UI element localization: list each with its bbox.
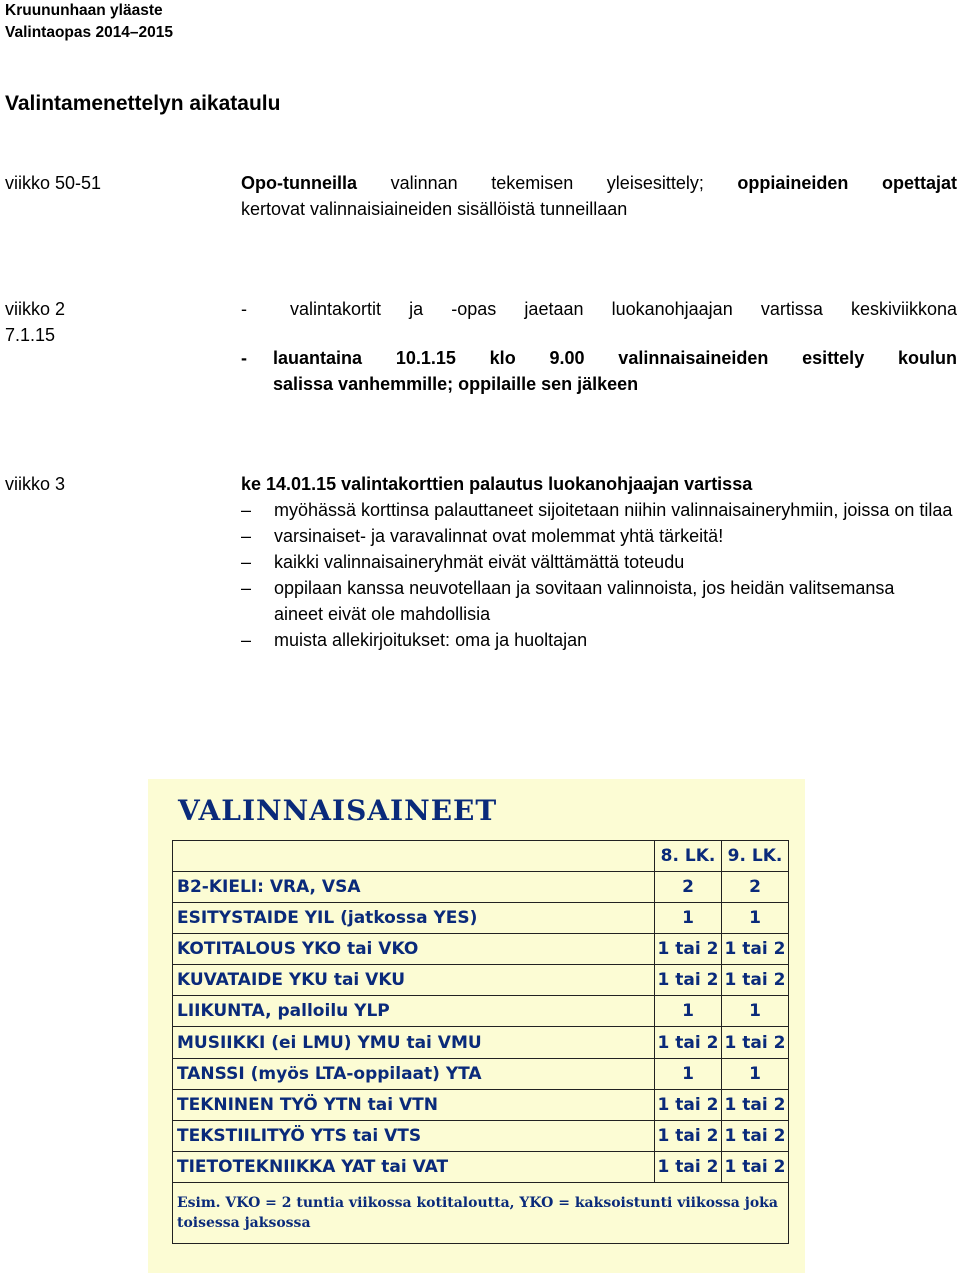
subject-name: KUVATAIDE YKU tai VKU — [173, 965, 655, 996]
week-2-date: 7.1.15 — [5, 325, 56, 345]
grade8-value: 1 tai 2 — [655, 1120, 722, 1151]
dash-marker: – — [241, 630, 252, 650]
week-2-label: viikko 2 — [5, 299, 66, 319]
table-row — [173, 996, 789, 1027]
table-header-row — [173, 841, 789, 872]
table-row — [173, 1058, 789, 1089]
table-note: Esim. VKO = 2 tuntia viikossa kotitaloutta, YKO = kaksoistunti viikossa joka toisessa jaksossa — [173, 1182, 789, 1243]
table-row — [173, 1089, 789, 1120]
grade8-value: 1 tai 2 — [655, 1151, 722, 1182]
page-title: Valintamenettelyn aikataulu — [5, 92, 281, 115]
subject-name: B2-KIELI: VRA, VSA — [173, 872, 655, 903]
week-2-item2 — [241, 345, 957, 397]
subject-name: ESITYSTAIDE YIL (jatkossa YES) — [173, 903, 655, 934]
grade9-value: 1 tai 2 — [722, 1120, 789, 1151]
week-3-bullet-text: muista allekirjoitukset: oma ja huoltajan — [274, 630, 588, 650]
subject-teachers: oppiaineiden opettajat — [737, 173, 958, 193]
grade9-value: 2 — [722, 872, 789, 903]
week-2-item1 — [241, 296, 957, 322]
week-50-51-text — [241, 170, 957, 222]
week-label-50-51: viikko 50-51 — [5, 173, 102, 193]
school-name: Kruununhaan yläaste — [5, 2, 163, 19]
dash-marker: - — [241, 348, 247, 368]
week-3-bullet — [241, 549, 957, 575]
grade8-value: 1 — [655, 903, 722, 934]
table-row — [173, 1151, 789, 1182]
col-header-8: 8. LK. — [655, 841, 722, 872]
grade8-value: 1 tai 2 — [655, 1027, 722, 1058]
grade9-value: 1 tai 2 — [722, 1027, 789, 1058]
guide-title: Valintaopas 2014–2015 — [5, 24, 174, 41]
electives-title: VALINNAISAINEET — [178, 794, 498, 827]
document-header — [5, 0, 173, 44]
dash-marker: – — [241, 526, 252, 546]
week-3-bullet-text: myöhässä korttinsa palauttaneet sijoitetaan niihin valinnaisaineryhmiin, joissa on tilaa — [274, 500, 953, 520]
grade9-value: 1 — [722, 1058, 789, 1089]
week-3-lead: ke 14.01.15 valintakorttien palautus luokanohjaajan vartissa — [241, 474, 753, 494]
week-50-51-line1 — [241, 170, 957, 196]
week-50-51-line2: kertovat valinnaisiaineiden sisällöistä tunneillaan — [241, 199, 628, 219]
grade8-value: 1 — [655, 996, 722, 1027]
table-row — [173, 872, 789, 903]
week-3-bullet — [241, 575, 957, 627]
subject-name: TEKNINEN TYÖ YTN tai VTN — [173, 1089, 655, 1120]
table-row — [173, 903, 789, 934]
table-row — [173, 965, 789, 996]
grade9-value: 1 tai 2 — [722, 1089, 789, 1120]
table-row — [173, 1120, 789, 1151]
dash-marker: – — [241, 500, 252, 520]
week-3-bullet-text: oppilaan kanssa neuvotellaan ja sovitaan valinnoista, jos heidän valitsemansa aineet eivät ole mahdollisia — [274, 578, 895, 624]
subject-name: TIETOTEKNIIKKA YAT tai VAT — [173, 1151, 655, 1182]
subject-name: TEKSTIILITYÖ YTS tai VTS — [173, 1120, 655, 1151]
grade8-value: 1 tai 2 — [655, 965, 722, 996]
grade8-value: 1 tai 2 — [655, 934, 722, 965]
dash-marker: - — [241, 299, 247, 319]
week-3-bullet — [241, 497, 957, 523]
grade9-value: 1 — [722, 903, 789, 934]
week-label-2 — [5, 296, 65, 348]
grade9-value: 1 tai 2 — [722, 934, 789, 965]
grade9-value: 1 tai 2 — [722, 965, 789, 996]
week-3-bullet-text: kaikki valinnaisaineryhmät eivät välttämättä toteudu — [274, 552, 685, 572]
week-3-bullet — [241, 627, 957, 653]
col-header-9: 9. LK. — [722, 841, 789, 872]
table-row — [173, 1027, 789, 1058]
week-3-bullet — [241, 523, 957, 549]
grade8-value: 1 — [655, 1058, 722, 1089]
week-3-bullet-text: varsinaiset- ja varavalinnat ovat molemmat yhtä tärkeitä! — [274, 526, 724, 546]
week-label-3: viikko 3 — [5, 474, 66, 494]
week-2-text — [241, 296, 957, 397]
table-header-blank — [173, 841, 655, 872]
electives-table — [172, 840, 789, 1244]
week-2-item1-text: valintakortit ja -opas jaetaan luokanohjaajan vartissa keskiviikkona — [290, 299, 957, 319]
grade8-value: 1 tai 2 — [655, 1089, 722, 1120]
subject-name: MUSIIKKI (ei LMU) YMU tai VMU — [173, 1027, 655, 1058]
subject-name: TANSSI (myös LTA-oppilaat) YTA — [173, 1058, 655, 1089]
grade9-value: 1 tai 2 — [722, 1151, 789, 1182]
electives-panel — [148, 779, 805, 1273]
table-row — [173, 934, 789, 965]
opo-lessons: Opo-tunneilla — [241, 173, 357, 193]
week-2-item2-line2: salissa vanhemmille; oppilaille sen jälkeen — [273, 374, 639, 394]
dash-marker: – — [241, 552, 252, 572]
note-row — [173, 1182, 789, 1243]
week-2-item2-line1: lauantaina 10.1.15 klo 9.00 valinnaisaineiden esittely koulun — [273, 348, 957, 368]
week-3-text — [241, 471, 957, 653]
subject-name: KOTITALOUS YKO tai VKO — [173, 934, 655, 965]
grade9-value: 1 — [722, 996, 789, 1027]
grade8-value: 2 — [655, 872, 722, 903]
dash-marker: – — [241, 578, 252, 598]
opo-lessons-desc: valinnan tekemisen yleisesittely; — [357, 173, 738, 193]
subject-name: LIIKUNTA, palloilu YLP — [173, 996, 655, 1027]
